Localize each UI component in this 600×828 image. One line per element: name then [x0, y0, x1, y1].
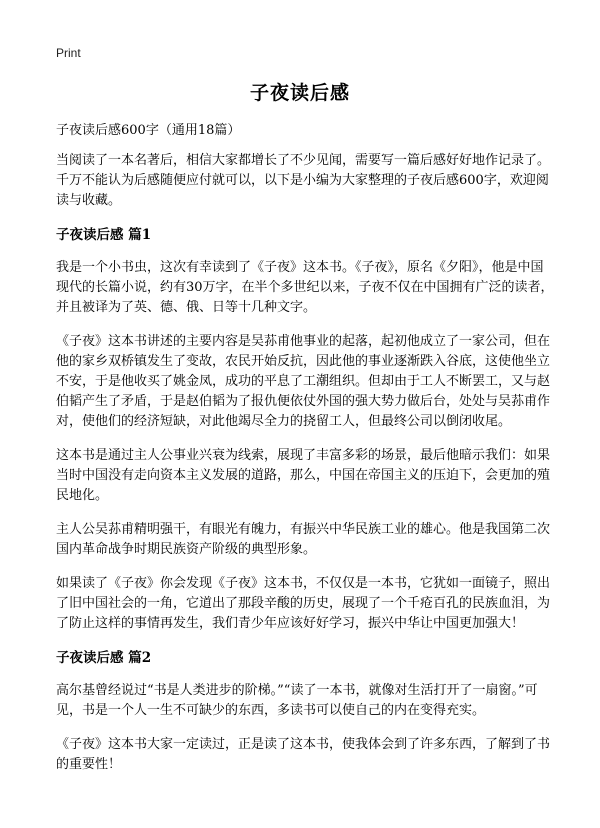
- section-1-paragraph: 我是一个小书虫，这次有幸读到了《子夜》这本书。《子夜》，原名《夕阳》，他是中国现代的长篇小说，约有30万字，在半个多世纪以来，子夜不仅在中国拥有广泛的读者，并且被译为了英、德、俄、日等十几种文字。: [56, 260, 554, 315]
- section-1-paragraph: 《子夜》这本书讲述的主要内容是吴荪甫他事业的起落，起初他成立了一家公司，但在他的家乡双桥镇发生了变故，农民开始反抗，因此他的事业逐渐跌入谷底，这使他坐立不安，于是他收买了姚金凤，成功的平息了工潮组织。但却由于工人不断罢工，又与赵伯韬产生了矛盾，于是赵伯韬为了报仇便依仗外国的强大势力做后台，处处与吴荪甫作对，使他们的经济短缺，对此他竭尽全力的挠留工人，但最终公司以倒闭收尾。: [56, 334, 551, 429]
- article-body: [56, 121, 554, 789]
- section-1-paragraph: 这本书是通过主人公事业兴衰为线索，展现了丰富多彩的场景，最后他暗示我们：如果当时中国没有走向资本主义发展的道路，那么，中国在帝国主义的压迫下，会更加的殖民地化。: [56, 448, 551, 503]
- article-subtitle: 子夜读后感600字（通用18篇）: [56, 123, 241, 138]
- page-title: 子夜读后感: [249, 82, 350, 104]
- section-heading-2: 子夜读后感 篇2: [56, 650, 152, 666]
- section-1-paragraph: 主人公吴荪甫精明强干，有眼光有魄力，有振兴中华民族工业的雄心。他是我国第二次国内革命战争时期民族资产阶级的典型形象。: [56, 522, 551, 557]
- section-2-paragraph: 高尔基曾经说过“书是人类进步的阶梯。”“读了一本书，就像对生活打开了一扇窗。”可见，书是一个人一生不可缺少的东西，多读书可以使自己的内在变得充实。: [56, 683, 538, 718]
- section-heading-1: 子夜读后感 篇1: [56, 227, 152, 243]
- section-1-paragraph: 如果读了《子夜》你会发现《子夜》这本书，不仅仅是一本书，它犹如一面镜子，照出了旧中国社会的一角，它道出了那段辛酸的历史，展现了一个千疮百孔的民族血泪，为了防止这样的事情再发生，我们青少年应该好好学习，振兴中华让中国更加强大！: [56, 576, 551, 631]
- section-2-paragraph: 《子夜》这本书大家一定读过，正是读了这本书，使我体会到了许多东西，了解到了书的重要性！: [56, 737, 551, 772]
- print-link[interactable]: Print: [56, 46, 81, 60]
- intro-paragraph: 当阅读了一本名著后，相信大家都增长了不少见闻，需要写一篇后感好好地作记录了。千万不能认为后感随便应付就可以，以下是小编为大家整理的子夜后感600字，欢迎阅读与收藏。: [56, 153, 551, 208]
